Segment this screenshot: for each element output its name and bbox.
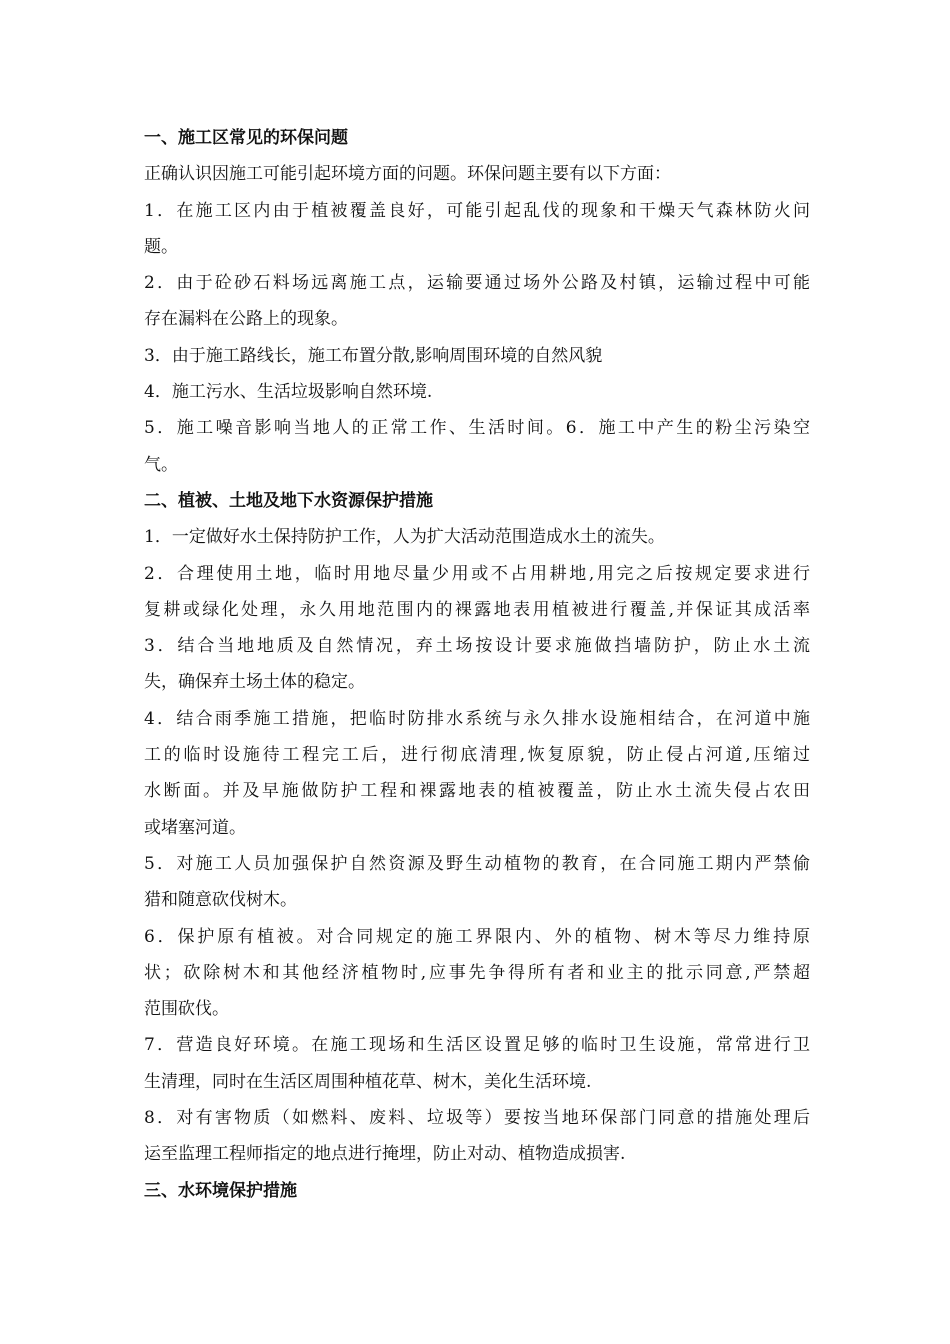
paragraph-line: 7．营造良好环境。在施工现场和生活区设置足够的临时卫生设施，常常进行卫 [144, 1035, 810, 1056]
paragraph-line: 6．保护原有植被。对合同规定的施工界限内、外的植物、树木等尽力维持原 [144, 926, 810, 947]
paragraph-line: 5．对施工人员加强保护自然资源及野生动植物的教育，在合同施工期内严禁偷 [144, 853, 810, 874]
paragraph-line: 水断面。并及早施做防护工程和裸露地表的植被覆盖，防止水土流失侵占农田 [144, 781, 810, 802]
paragraph-line: 题。 [144, 236, 178, 257]
paragraph-line: 1．在施工区内由于植被覆盖良好，可能引起乱伐的现象和干燥天气森林防火问 [144, 200, 810, 221]
paragraph-line: 1．一定做好水土保持防护工作，人为扩大活动范围造成水土的流失。 [144, 527, 665, 548]
paragraph-line: 猎和随意砍伐树木。 [144, 890, 297, 911]
paragraph-line: 3．结合当地地质及自然情况，弃土场按设计要求施做挡墙防护，防止水土流 [144, 636, 810, 657]
section-heading: 三、水环境保护措施 [144, 1180, 297, 1201]
paragraph-line: 正确认识因施工可能引起环境方面的问题。环保问题主要有以下方面： [144, 164, 671, 185]
paragraph-line: 4．施工污水、生活垃圾影响自然环境. [144, 382, 433, 403]
paragraph-line: 或堵塞河道。 [144, 817, 246, 838]
paragraph-line: 存在漏料在公路上的现象。 [144, 309, 348, 330]
paragraph-line: 复耕或绿化处理，永久用地范围内的裸露地表用植被进行覆盖,并保证其成活率 [144, 599, 810, 620]
paragraph-line: 失，确保弃土场土体的稳定。 [144, 672, 365, 693]
paragraph-line: 2．合理使用土地，临时用地尽量少用或不占用耕地,用完之后按规定要求进行 [144, 563, 810, 584]
document-page [144, 120, 810, 1209]
paragraph-line: 2．由于砼砂石料场远离施工点，运输要通过场外公路及村镇，运输过程中可能 [144, 273, 810, 294]
paragraph-line: 生清理，同时在生活区周围种植花草、树木，美化生活环境. [144, 1071, 592, 1092]
paragraph-line: 5．施工噪音影响当地人的正常工作、生活时间。6．施工中产生的粉尘污染空 [144, 418, 810, 439]
paragraph-line: 气。 [144, 454, 178, 475]
paragraph-line: 工的临时设施待工程完工后，进行彻底清理,恢复原貌，防止侵占河道,压缩过 [144, 745, 810, 766]
section-heading: 二、植被、土地及地下水资源保护措施 [144, 490, 433, 511]
paragraph-line: 8．对有害物质（如燃料、废料、垃圾等）要按当地环保部门同意的措施处理后 [144, 1108, 810, 1129]
paragraph-line: 运至监理工程师指定的地点进行掩埋，防止对动、植物造成损害. [144, 1144, 626, 1165]
paragraph-line: 范围砍伐。 [144, 999, 229, 1020]
paragraph-line: 4．结合雨季施工措施，把临时防排水系统与永久排水设施相结合，在河道中施 [144, 708, 810, 729]
section-heading: 一、施工区常见的环保问题 [144, 128, 348, 148]
paragraph-line: 状；砍除树木和其他经济植物时,应事先争得所有者和业主的批示同意,严禁超 [144, 962, 810, 983]
paragraph-line: 3．由于施工路线长，施工布置分散,影响周围环境的自然风貌 [144, 345, 603, 366]
